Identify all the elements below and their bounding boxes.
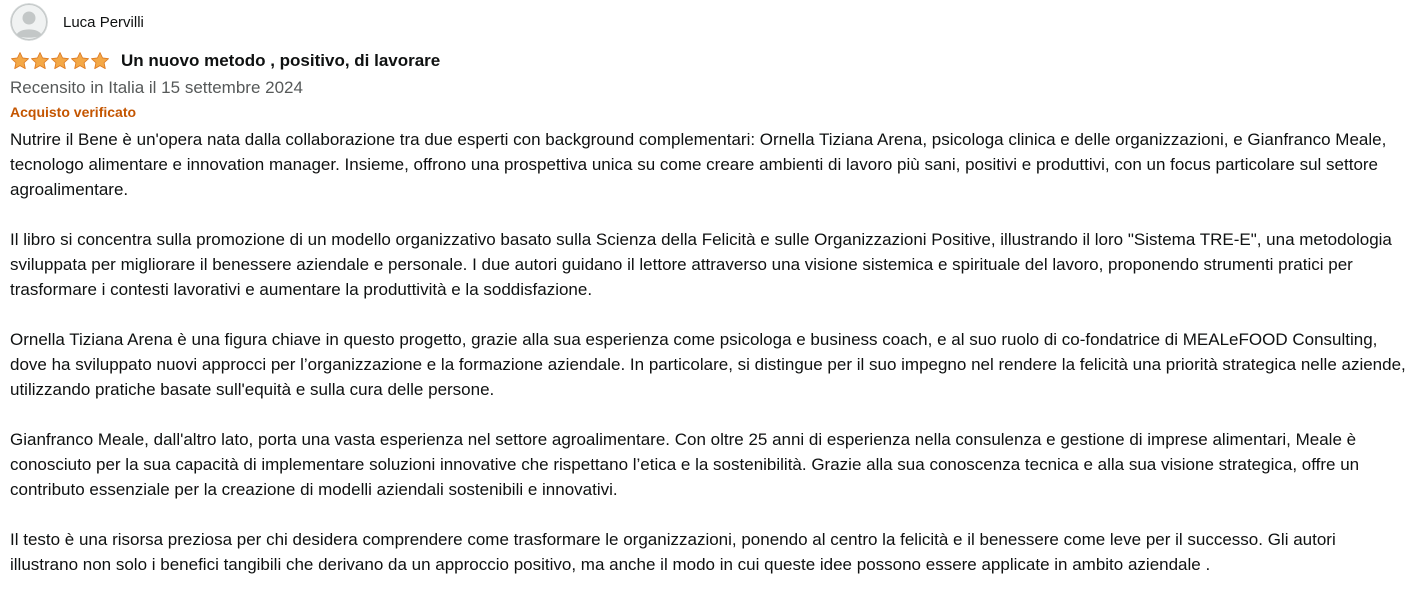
star-icon (70, 51, 90, 71)
verified-purchase-badge[interactable]: Acquisto verificato (10, 104, 137, 120)
review-paragraph: Ornella Tiziana Arena è una figura chiave in questo progetto, grazie alla sua esperienza come psicologa e business coach, e al suo ruolo di co-fondatrice di MEALeFOOD Consulting, dove ha sviluppato nuovi approcci per l’organizzazione e la formazione aziendale. In particolare, si distingue per il suo impegno nel rendere la felicità una priorità strategica nelle aziende, utilizzando pratiche basate sull'equità e sulla cura delle persone. (10, 330, 1406, 399)
reviewer-name[interactable]: Luca Pervilli (63, 13, 144, 31)
review-body (10, 127, 1408, 577)
review-paragraph: Il libro si concentra sulla promozione di un modello organizzativo basato sulla Scienza della Felicità e sulle Organizzazioni Positive, illustrando il loro "Sistema TRE-E", una metodologia sviluppata per migliorare il benessere aziendale e personale. I due autori guidano il lettore attraverso una visione sistemica e spirituale del lavoro, proponendo strumenti pratici per trasformare i contesti lavorativi e aumentare la produttività e la soddisfazione. (10, 230, 1392, 299)
star-icon (50, 51, 70, 71)
review-title-row (10, 49, 1410, 73)
star-rating[interactable] (10, 51, 110, 71)
review-paragraph: Il testo è una risorsa preziosa per chi desidera comprendere come trasformare le organizzazioni, ponendo al centro la felicità e il benessere come leve per il successo. Gli autori illustrano non solo i benefici tangibili che derivano da un approccio positivo, ma anche il modo in cui queste idee possono essere applicate in ambito aziendale . (10, 530, 1336, 574)
star-icon (10, 51, 30, 71)
review-paragraph: Nutrire il Bene è un'opera nata dalla collaborazione tra due esperti con background complementari: Ornella Tiziana Arena, psicologa clinica e delle organizzazioni, e Gianfranco Meale, tecnologo alimentare e innovation manager. Insieme, offrono una prospettiva unica su come creare ambienti di lavoro più sani, positivi e produttivi, con un focus particolare sul settore agroalimentare. (10, 130, 1387, 199)
review-date: Recensito in Italia il 15 settembre 2024 (10, 78, 303, 97)
star-icon (90, 51, 110, 71)
review-title[interactable]: Un nuovo metodo , positivo, di lavorare (121, 51, 441, 70)
star-icon (30, 51, 50, 71)
default-avatar-icon[interactable] (10, 3, 48, 41)
reviewer-profile[interactable] (10, 1, 1410, 43)
customer-review (0, 1, 1410, 592)
review-paragraph: Gianfranco Meale, dall'altro lato, porta una vasta esperienza nel settore agroalimentare. Con oltre 25 anni di esperienza nella consulenza e gestione di imprese alimentari, Meale è conosciuto per la sua capacità di implementare soluzioni innovative che rispettano l’etica e la sostenibilità. Grazie alla sua conoscenza tecnica e alla sua visione strategica, offre un contributo essenziale per la creazione di modelli aziendali sostenibili e innovativi. (10, 430, 1360, 499)
